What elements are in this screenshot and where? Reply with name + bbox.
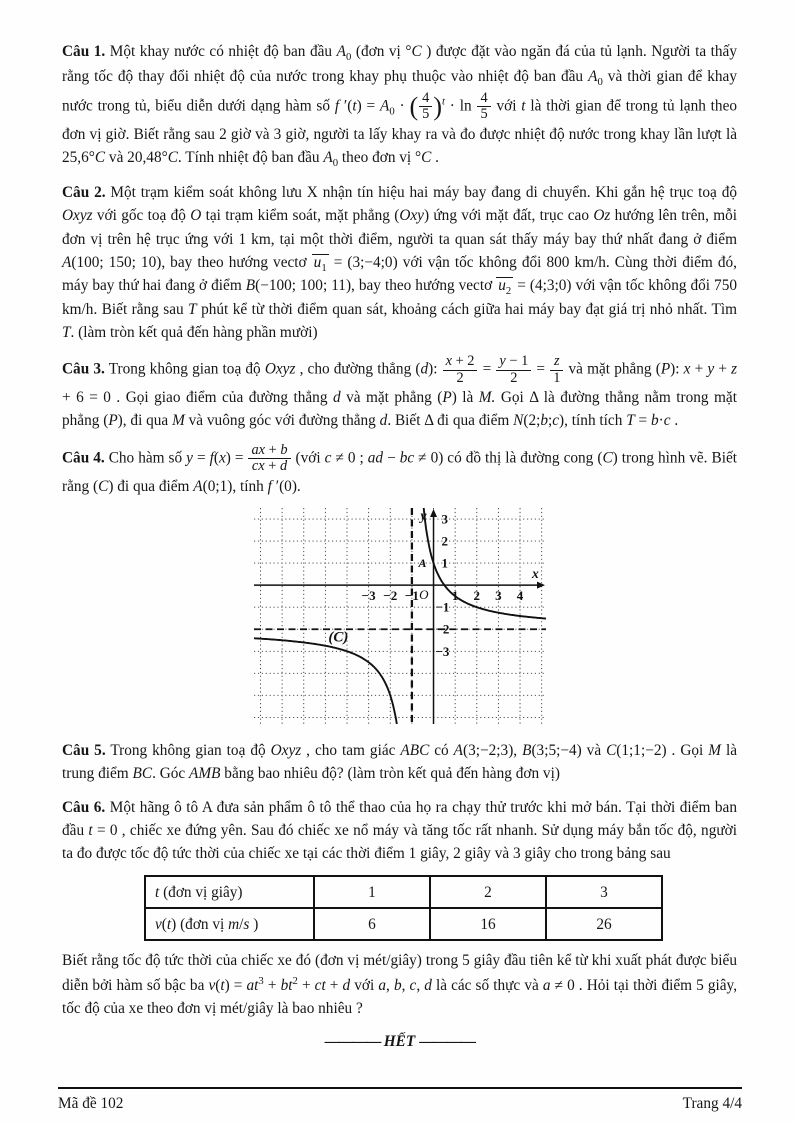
table-cell-v1: 6 [314, 908, 430, 940]
question-3: Câu 3. Trong không gian toạ độ Oxyz , cho đường thẳng (d): $\frac{x + 2}{2}$ = $\frac{y - 1}{2}$ = $\frac{z}{1}$ và mặt phẳng (P): x + y + z + 6 = 0 . Gọi giao điểm của đường thẳng d và mặt phẳng (P) là M. Gọi Δ là đường thẳng nằm trong mặt phẳng (P), đi qua M và vuông góc với đường thẳng d. Biết Δ đi qua điểm N(2;b;c), tính tích T = b·c . [62, 353, 738, 430]
y-tick-label: 2 [441, 533, 448, 549]
y-tick-label: −2 [435, 621, 449, 637]
question-6-continued: Biết rằng tốc độ tức thời của chiếc xe đó (đơn vị mét/giây) trong 5 giây đầu tiên kể từ khi xuất phát được biểu diễn bởi hàm số bậc ba $v(t) = at^3 + bt^2$ + ct + d với a, b, c, d là các số thực và a ≠ 0 . Hỏi tại thời điểm 5 giây, tốc độ của xe theo đơn vị mét/giây là bao nhiêu ? [62, 952, 738, 1017]
end-dash-left: ———— [324, 1033, 380, 1051]
end-marker [62, 1030, 737, 1053]
x-tick-label: 2 [473, 587, 480, 603]
end-dash-right: ———— [419, 1033, 475, 1051]
x-tick-label: −3 [361, 587, 376, 603]
table-row-speed [145, 908, 662, 940]
y-axis-label: y [420, 507, 427, 523]
table-header-speed: v(t) (đơn vị m/s ) [145, 908, 314, 940]
function-graph-figure [62, 508, 737, 731]
speed-table [144, 875, 663, 941]
x-tick-label: 4 [516, 587, 523, 603]
question-4: Câu 4. Cho hàm số y = f(x) = $\frac{ax + b}{cx + d}$ (với c ≠ 0 ; ad − bc ≠ 0) có đồ thị là đường cong (C) trong hình vẽ. Biết rằng (C) đi qua điểm A(0;1), tính f ′(0). [62, 441, 737, 495]
question-2: Câu 2. Một trạm kiểm soát không lưu X nhận tín hiệu hai máy bay đang di chuyển. Khi gắn hệ trục toạ độ Oxyz với gốc toạ độ O tại trạm kiểm soát, mặt phẳng (Oxy) ứng với mặt đất, trục cao Oz hướng lên trên, mỗi đơn vị trên hệ trục ứng với 1 km, tại một thời điểm, người ta quan sát thấy máy bay thứ nhất đang ở điểm A(100; 150; 10), bay theo hướng vectơ $u_1$ = (3;−4;0) với vận tốc không đổi 800 km/h. Cùng thời điểm đó, máy bay thứ hai đang ở điểm B(−100; 100; 11), bay theo hướng vectơ $u_2$ = (4;3;0) với vận tốc không đổi 750 km/h. Biết rằng sau T phút kể từ thời điểm quan sát, khoảng cách giữa hai máy bay đạt giá trị nhỏ nhất. Tìm T. (làm tròn kết quả đến hàng phần mười) [62, 184, 738, 341]
table-cell-v3: 26 [546, 908, 662, 940]
origin-label: O [418, 586, 429, 602]
y-tick-label: −1 [435, 599, 449, 615]
x-tick-label: 1 [451, 587, 458, 603]
table-cell-t3: 3 [546, 876, 662, 908]
page-footer [58, 1087, 742, 1115]
end-label: HẾT [383, 1033, 416, 1051]
point-A-label: A [418, 555, 427, 570]
table-header-time: t (đơn vị giây) [145, 876, 314, 908]
question-5: Câu 5. Trong không gian toạ độ Oxyz , cho tam giác ABC có A(3;−2;3), B(3;5;−4) và C(1;1;−2) . Gọi M là trung điểm BC. Góc AMB bằng bao nhiêu độ? (làm tròn kết quả đến hàng đơn vị) [62, 742, 737, 783]
y-tick-label: 3 [441, 511, 448, 527]
table-row-time [145, 876, 662, 908]
page-number: Trang 4/4 [682, 1095, 742, 1112]
table-cell-t1: 1 [314, 876, 430, 908]
question-1: Câu 1. Một khay nước có nhiệt độ ban đầu $A_0$ (đơn vị °C ) được đặt vào ngăn đá của tủ lạnh. Người ta thấy rằng tốc độ thay đổi nhiệt độ của nước trong khay phụ thuộc vào nhiệt độ ban đầu $A_0$ và thời gian để khay nước trong tủ, biểu diễn dưới dạng hàm số f $'(t) = A_0$ · ( $\frac{4}{5}$ )$^t$ · ln $\frac{4}{5}$ với t là thời gian để trong tủ lạnh theo đơn vị giờ. Biết rằng sau 2 giờ và 3 giờ, người ta lấy khay ra và đo được nhiệt độ nước trong khay lần lượt là 25,6°C và 20,48°C. Tính nhiệt độ ban đầu $A_0$ theo đơn vị °C . [62, 43, 738, 169]
table-cell-t2: 2 [430, 876, 546, 908]
x-tick-label: −1 [404, 587, 419, 603]
x-axis-arrow-icon [537, 581, 545, 588]
x-axis-label: x [531, 565, 539, 581]
y-axis-arrow-icon [430, 509, 437, 517]
x-tick-label: 3 [494, 587, 502, 603]
exam-code: Mã đề 102 [58, 1095, 124, 1112]
hyperbola-graph [254, 508, 546, 724]
y-tick-label: −3 [435, 643, 449, 659]
x-tick-label: −2 [382, 587, 397, 603]
curve-label: (C) [327, 629, 348, 646]
table-cell-v2: 16 [430, 908, 546, 940]
y-tick-label: 1 [441, 555, 448, 571]
question-6: Câu 6. Một hãng ô tô A đưa sản phẩm ô tô thể thao của họ ra chạy thử trước khi mở bán. Tại thời điểm ban đầu t = 0 , chiếc xe đứng yên. Sau đó chiếc xe nổ máy và tăng tốc rất nhanh. Sử dụng máy bắn tốc độ, người ta đo được tốc độ tức thời của chiếc xe tại các thời điểm 1 giây, 2 giây và 3 giây cho trong bảng sau [62, 798, 737, 863]
